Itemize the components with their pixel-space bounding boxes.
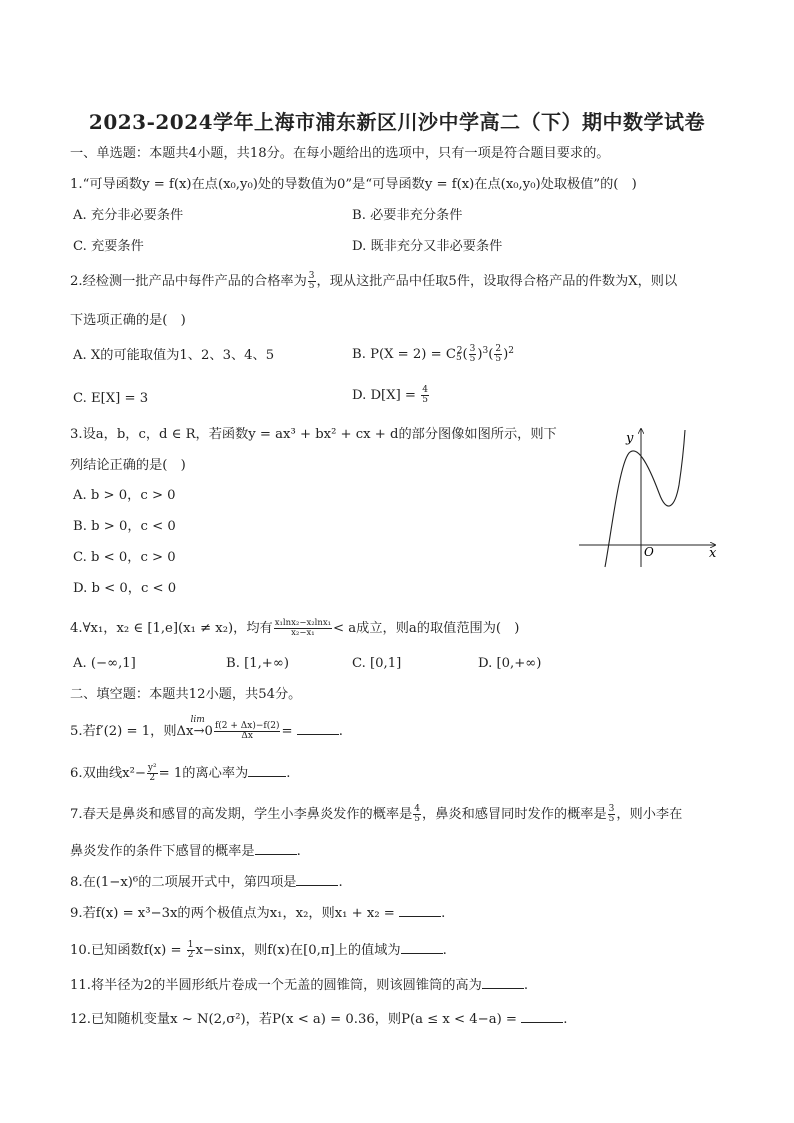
frac-den: Δx [241,731,253,741]
q5-limit [176,715,213,741]
q7-text-c: ，则小李在 [616,807,683,822]
question-9 [70,904,445,923]
q10-end: . [442,943,447,958]
q4-option-c[interactable]: C. [0,1] [352,656,402,671]
question-11 [70,976,528,995]
frac-den: 2 [187,950,194,960]
frac-num: 2 [495,344,502,354]
section-1-heading: 一、单选题：本题共4小题，共18分。在每小题给出的选项中，只有一项是符合题目要求的。 [70,146,610,161]
frac-num: 1 [187,940,194,950]
q5-end: . [338,724,343,739]
q2-option-d[interactable] [352,386,430,405]
question-7-line2 [70,842,301,861]
q4-stem-b: < a成立，则a的取值范围为( ) [333,621,520,636]
q7-fraction-1 [413,805,421,824]
question-1-stem: 1.“可导函数y = f(x)在点(x₀,y₀)处的导数值为0”是“可导函数y = f(x)在点(x₀,y₀)处取极值”的( ) [70,177,637,192]
frac-num: f(2 + Δx)−f(2) [214,721,280,731]
q7-end: . [296,844,301,859]
q3-option-b[interactable]: B. b > 0，c < 0 [73,519,176,534]
frac-den: 5 [469,354,476,364]
q12-end: . [563,1012,568,1027]
q5-fraction [214,722,281,741]
q6-fraction [147,764,158,783]
q12-answer-blank[interactable] [521,1010,563,1023]
frac-num: 3 [308,271,315,281]
graph-x-label: x [709,546,717,561]
cubic-function-graph [575,425,725,575]
q7-text-a: 7.春天是鼻炎和感冒的高发期，学生小李鼻炎发作的概率是 [70,807,413,822]
question-12 [70,1010,567,1029]
q12-text: 12.已知随机变量x ~ N(2,σ²)，若P(x < a) = 0.36，则P(a ≤ x < 4−a) = [70,1012,517,1027]
q1-option-a[interactable]: A. 充分非必要条件 [73,208,184,223]
q6-text-b: = 1的离心率为 [158,766,249,781]
q5-text-a: 5.若f′(2) = 1，则 [70,724,177,739]
q2-stem-b: ，现从这批产品中任取5件，设取得合格产品的件数为X，则以 [316,274,678,289]
frac-den: 5 [608,814,615,824]
q3-option-d[interactable]: D. b < 0，c < 0 [73,581,177,596]
frac-num: 4 [414,804,421,814]
question-3-stem: 3.设a，b，c，d ∈ R，若函数y = ax³ + bx² + cx + d的部分图像如图所示，则下 [70,427,557,442]
q10-answer-blank[interactable] [401,941,443,954]
q9-end: . [441,906,446,921]
q4-fraction [274,619,332,638]
graph-origin-label: O [644,545,654,559]
frac-den: 5 [422,395,428,405]
q9-text: 9.若f(x) = x³−3x的两个极值点为x₁，x₂，则x₁ + x₂ = [70,906,395,921]
q7-line2: 鼻炎发作的条件下感冒的概率是 [70,844,255,859]
q2-option-a[interactable]: A. X的可能取值为1、2、3、4、5 [73,348,275,363]
question-10 [70,941,447,960]
q7-text-b: ，鼻炎和感冒同时发作的概率是 [422,807,607,822]
frac-num: 3 [469,344,476,354]
question-7 [70,805,682,824]
q7-fraction-2 [608,805,616,824]
q11-text: 11.将半径为2的半圆形纸片卷成一个无盖的圆锥筒，则该圆锥筒的高为 [70,978,482,993]
q2-option-c[interactable]: C. E[X] = 3 [73,391,149,406]
q8-text: 8.在(1−x)⁶的二项展开式中，第四项是 [70,875,297,890]
page-title: 2023-2024学年上海市浦东新区川沙中学高二（下）期中数学试卷 [88,110,706,134]
frac-den: x₂−x₁ [291,628,315,638]
q4-option-d[interactable]: D. [0,+∞) [478,656,542,671]
q6-text-a: 6.双曲线x²− [70,766,146,781]
q10-fraction [187,941,195,960]
section-2-heading: 二、填空题：本题共12小题，共54分。 [70,687,302,702]
q5-text-b: = [281,724,293,739]
q8-end: . [338,875,343,890]
q2-b-prefix: B. P(X = 2) = C [352,347,456,362]
frac-den: 5 [308,281,315,291]
question-8 [70,873,343,892]
q7-answer-blank[interactable] [255,842,297,855]
q11-answer-blank[interactable] [482,976,524,989]
frac-den: 2 [149,773,156,783]
question-2-stem [70,272,677,291]
q6-answer-blank[interactable] [248,764,286,777]
question-6 [70,764,290,783]
frac-den: 5 [414,814,421,824]
q8-answer-blank[interactable] [296,873,338,886]
q6-end: . [286,766,291,781]
q10-text-b: x−sinx，则f(x)在[0,π]上的值域为 [195,943,401,958]
q3-option-a[interactable]: A. b > 0，c > 0 [73,488,176,503]
frac-num: y² [147,763,157,773]
question-4-stem [70,619,519,638]
q2-fraction [308,272,316,291]
q9-answer-blank[interactable] [399,904,441,917]
q2-b-frac2 [494,345,502,364]
question-3-stem-line2: 列结论正确的是( ) [70,458,186,473]
q4-stem-a: 4.∀x₁，x₂ ∈ [1,e](x₁ ≠ x₂)，均有 [70,621,273,636]
q3-option-c[interactable]: C. b < 0，c > 0 [73,550,176,565]
q11-end: . [523,978,529,993]
frac-num: 3 [608,804,615,814]
q1-option-b[interactable]: B. 必要非充分条件 [352,208,463,223]
frac-den: 5 [495,354,502,364]
q1-option-c[interactable]: C. 充要条件 [73,239,144,254]
q5-answer-blank[interactable] [297,722,339,735]
q5-lim-sub: Δx→0 [176,724,213,739]
graph-y-label: y [626,431,634,446]
q2-d-prefix: D. D[X] = [352,388,416,403]
q2-stem-a: 2.经检测一批产品中每件产品的合格率为 [70,274,307,289]
frac-num: x₁lnx₂−x₂lnx₁ [274,618,332,628]
q2-option-b[interactable]: B. $P(X = 2) = C_5^2$( $\frac{3}{5}$ )$^3$( $\frac{2}{5}$ )$^2$ [352,344,515,364]
q4-option-b[interactable]: B. [1,+∞) [226,656,289,671]
q10-text-a: 10.已知函数f(x) = [70,943,182,958]
q2-b-frac1 [469,345,477,364]
q1-option-d[interactable]: D. 既非充分又非必要条件 [352,239,503,254]
question-5 [70,715,343,741]
q5-lim: lim [190,715,205,725]
q2-d-frac [421,386,429,405]
q4-option-a[interactable]: A. (−∞,1] [73,656,136,671]
question-2-stem-line2: 下选项正确的是( ) [70,313,186,328]
frac-num: 4 [422,385,428,395]
